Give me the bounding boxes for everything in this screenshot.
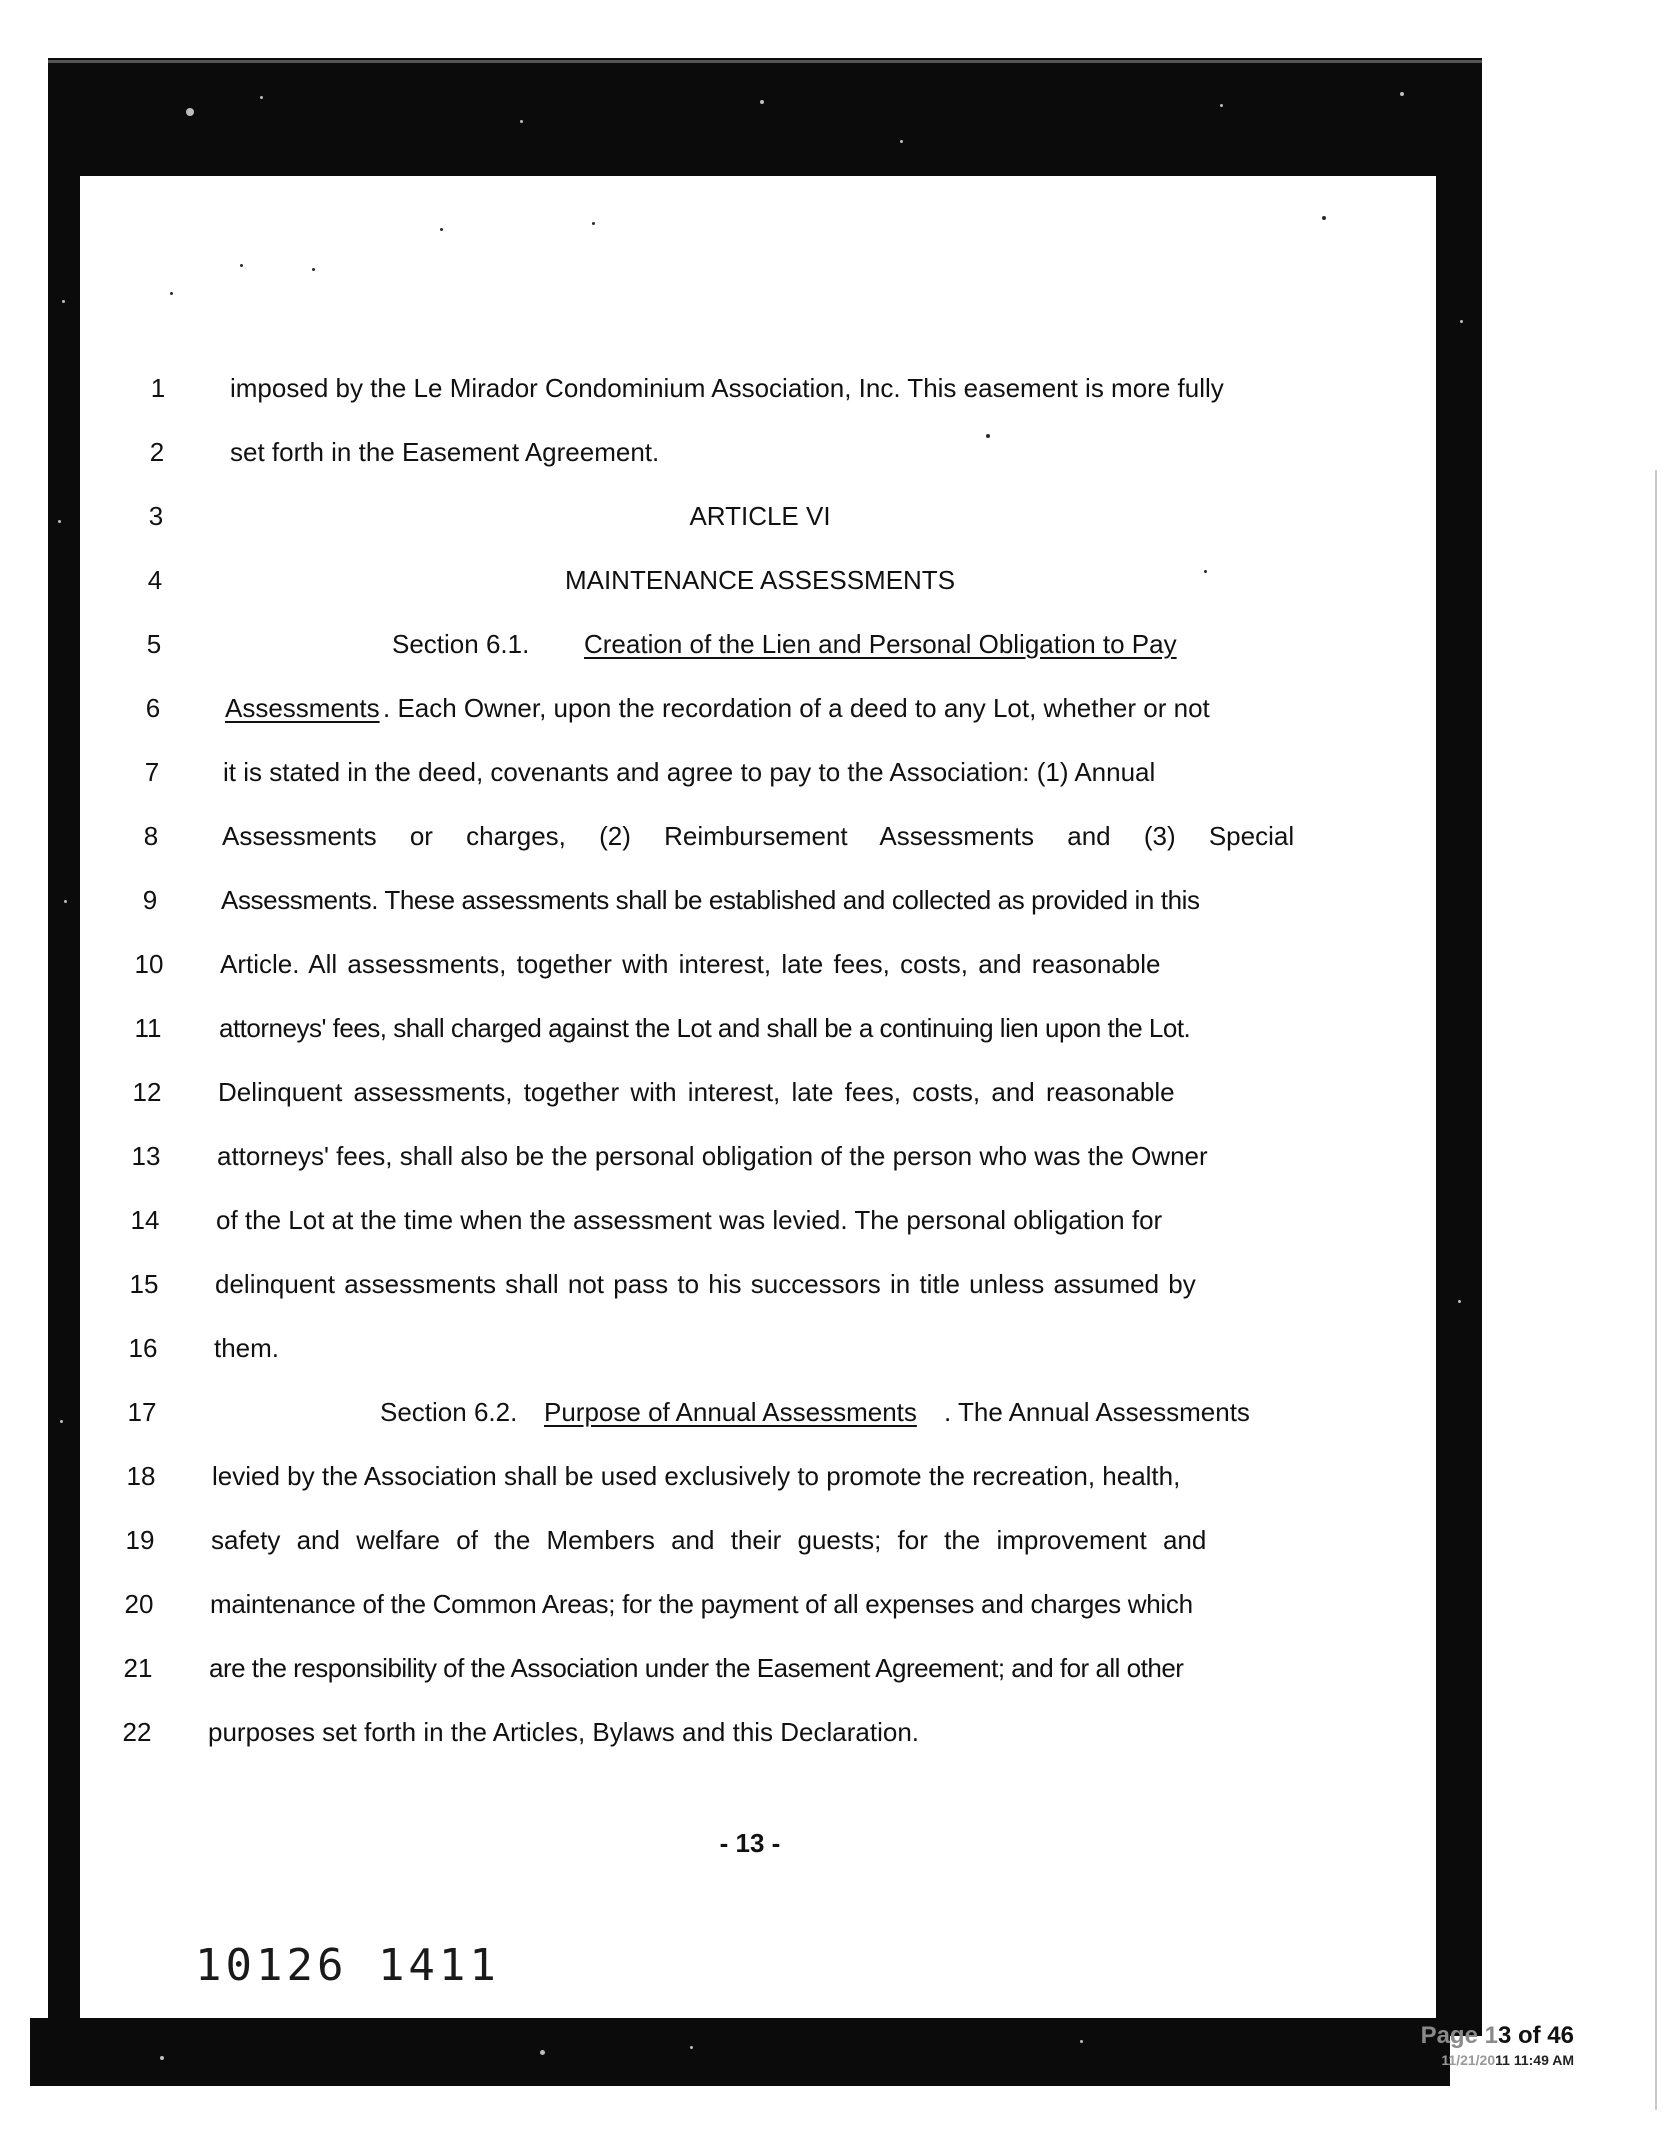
line-number: 6 — [145, 693, 161, 723]
timestamp-prefix: 11/21/20 — [1441, 2052, 1496, 2068]
line-text: levied by the Association shall be used exclusively to promote the recreation, health, — [212, 1461, 1181, 1491]
line-text: . Each Owner, upon the recordation of a deed to any Lot, whether or not — [383, 693, 1210, 723]
line-number: 11 — [134, 1013, 162, 1043]
page-count-suffix: 3 of 46 — [1497, 2022, 1574, 2049]
section-label: Section 6.1. — [392, 629, 530, 659]
line-22 — [0, 1712, 1664, 1752]
line-text: imposed by the Le Mirador Condominium Association, Inc. This easement is more fully — [230, 373, 1224, 403]
scan-frame-top — [48, 58, 1482, 176]
line-text: Article. All assessments, together with interest, late fees, costs, and reasonable — [220, 949, 1161, 979]
page-count-stamp — [1378, 2022, 1574, 2070]
line-text: attorneys' fees, shall also be the personal obligation of the person who was the Owner — [217, 1141, 1208, 1171]
line-11 — [0, 1008, 1664, 1048]
line-7 — [0, 752, 1664, 792]
line-text: safety and welfare of the Members and their guests; for the improvement and — [211, 1525, 1207, 1555]
line-3 — [0, 496, 1664, 536]
line-text: Assessments or charges, (2) Reimbursement Assessments and (3) Special — [222, 821, 1295, 851]
scan-frame-bottom — [30, 2018, 1450, 2086]
timestamp-suffix: 11 11:49 AM — [1495, 2052, 1574, 2068]
section-heading: Creation of the Lien and Personal Obligation to Pay — [584, 629, 1177, 659]
line-13 — [0, 1136, 1664, 1176]
line-2 — [0, 432, 1664, 472]
line-number: 15 — [129, 1269, 159, 1299]
line-number: 3 — [148, 501, 164, 531]
line-number: 9 — [142, 885, 158, 915]
line-text: . The Annual Assessments — [944, 1397, 1250, 1427]
line-5 — [0, 624, 1664, 664]
line-number: 12 — [132, 1077, 162, 1107]
timestamp-line — [1378, 2050, 1574, 2070]
line-number: 17 — [127, 1397, 157, 1427]
line-1 — [0, 368, 1664, 408]
line-number: 16 — [128, 1333, 158, 1363]
line-number: 20 — [124, 1589, 154, 1619]
line-text: Delinquent assessments, together with interest, late fees, costs, and reasonable — [218, 1077, 1175, 1107]
line-17 — [0, 1392, 1664, 1432]
line-number: 10 — [134, 949, 164, 979]
line-number: 13 — [131, 1141, 161, 1171]
line-9 — [0, 880, 1664, 920]
line-number: 7 — [144, 757, 160, 787]
line-19 — [0, 1520, 1664, 1560]
line-10 — [0, 944, 1664, 984]
line-20 — [0, 1584, 1664, 1624]
section-heading: Purpose of Annual Assessments — [544, 1397, 917, 1427]
line-21 — [0, 1648, 1664, 1688]
article-title: MAINTENANCE ASSESSMENTS — [564, 565, 956, 595]
line-number: 21 — [123, 1653, 153, 1683]
line-text: them. — [214, 1333, 280, 1363]
line-6 — [0, 688, 1664, 728]
section-label: Section 6.2. — [380, 1397, 518, 1427]
line-number: 8 — [143, 821, 159, 851]
line-text: set forth in the Easement Agreement. — [230, 437, 660, 467]
line-text: it is stated in the deed, covenants and agree to pay to the Association: (1) Annual — [223, 757, 1156, 787]
line-text: Assessments. These assessments shall be established and collected as provided in this — [221, 885, 1200, 915]
line-15 — [0, 1264, 1664, 1304]
page-number: - 13 - — [719, 1828, 781, 1858]
line-number: 19 — [125, 1525, 155, 1555]
line-text: attorneys' fees, shall charged against the Lot and shall be a continuing lien upon the Lot. — [219, 1013, 1191, 1043]
line-12 — [0, 1072, 1664, 1112]
line-number: 18 — [126, 1461, 156, 1491]
line-number: 5 — [146, 629, 162, 659]
page-count-prefix: Page 1 — [1420, 2022, 1498, 2049]
line-text: delinquent assessments shall not pass to his successors in title unless assumed by — [215, 1269, 1196, 1299]
line-18 — [0, 1456, 1664, 1496]
line-text: are the responsibility of the Association under the Easement Agreement; and for all other — [209, 1653, 1184, 1683]
section-heading-continued: Assessments — [225, 693, 380, 723]
line-text: of the Lot at the time when the assessment was levied. The personal obligation for — [216, 1205, 1163, 1235]
line-text: purposes set forth in the Articles, Bylaws and this Declaration. — [208, 1717, 920, 1747]
line-number: 14 — [130, 1205, 160, 1235]
line-16 — [0, 1328, 1664, 1368]
line-number: 1 — [150, 373, 166, 403]
line-number: 22 — [122, 1717, 152, 1747]
line-4 — [0, 560, 1664, 600]
line-text: maintenance of the Common Areas; for the payment of all expenses and charges which — [210, 1589, 1193, 1619]
line-number: 2 — [149, 437, 165, 467]
article-heading: ARTICLE VI — [689, 501, 831, 531]
line-number: 4 — [147, 565, 163, 595]
book-page-stamp: 10126 1411 — [195, 1940, 500, 1991]
page-count-line — [1378, 2022, 1574, 2050]
line-14 — [0, 1200, 1664, 1240]
line-8 — [0, 816, 1664, 856]
